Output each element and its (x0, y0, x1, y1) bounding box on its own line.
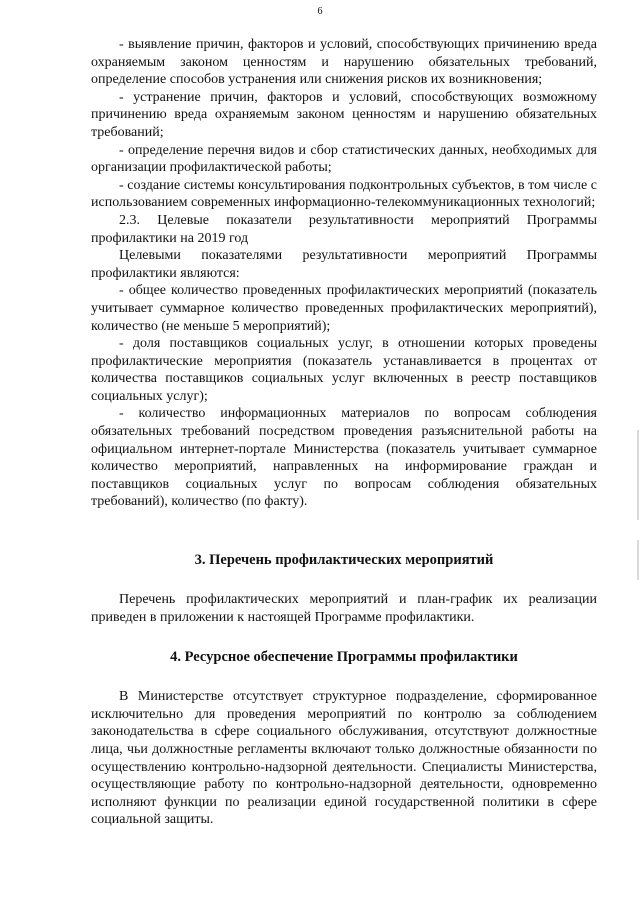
page-content (91, 36, 597, 829)
spacer (91, 666, 597, 688)
section-4-heading: 4. Ресурсное обеспечение Программы профилактики (170, 649, 518, 666)
spacer (91, 569, 597, 591)
section-4-text: В Министерстве отсутствует структурное подразделение, сформированное исключительно для проведения мероприятий по контролю за соблюдением законодательства в сфере социального обслуживания, отсутствуют должностные лица, чьи должностные регламенты включают только должностные обязанности по осуществлению контрольно-надзорной деятельности. Специалисты Министерства, осуществляющие работу по контрольно-надзорной деятельности, одновременно исполняют функции по реализации единой государственной политики в сфере социальной защиты. (91, 689, 597, 828)
section-3-text: Перечень профилактических мероприятий и план-график их реализации приведен в приложении к настоящей Программе профилактики. (91, 592, 597, 625)
spacer (91, 626, 597, 648)
subsection-heading-2-3: 2.3. Целевые показатели результативности мероприятий Программы профилактики на 2019 год (91, 212, 597, 246)
paragraph-indicator-info-materials: - количество информационных материалов по вопросам соблюдения обязательных требований посредством проведения разъяснительной работы на официальном интернет-портале Министерства (показатель учитывает суммарное количество мероприятий, направленных на информирование граждан и поставщиков социальных услуг по вопросам соблюдения обязательных требований), количество (по факту). (91, 406, 597, 510)
paragraph-consulting-system: - создание системы консультирования подконтрольных субъектов, в том числе с использованием современных информационно-телекоммуникационных технологий; (91, 177, 597, 211)
scan-edge-mark (637, 430, 639, 520)
paragraph-risk-identification: - выявление причин, факторов и условий, способствующих причинению вреда охраняемым законом ценностям и нарушению обязательных требований, определение способов устранения или снижения рисков их возникновения; (91, 37, 597, 88)
paragraph-cause-elimination: - устранение причин, факторов и условий, способствующих возможному причинению вреда охраняемым законом ценностям и нарушению обязательных требований; (91, 89, 597, 140)
section-3-heading: 3. Перечень профилактических мероприятий (194, 552, 494, 569)
paragraph-indicators-intro: Целевыми показателями результативности мероприятий Программы профилактики являются: (91, 248, 597, 281)
scan-edge-mark (637, 540, 639, 580)
paragraph-indicator-events-count: - общее количество проведенных профилактических мероприятий (показатель учитывает суммарное количество проведенных профилактических мероприятий), количество (не меньше 5 мероприятий); (91, 283, 597, 334)
spacer (91, 511, 597, 551)
page-number: 6 (317, 6, 323, 17)
paragraph-indicator-providers-share: - доля поставщиков социальных услуг, в отношении которых проведены профилактические мероприятия (показатель устанавливается в процентах от количества поставщиков социальных услуг включенных в реестр поставщиков социальных услуг); (91, 336, 597, 404)
paragraph-statistics: - определение перечня видов и сбор статистических данных, необходимых для организации профилактической работы; (91, 142, 597, 176)
